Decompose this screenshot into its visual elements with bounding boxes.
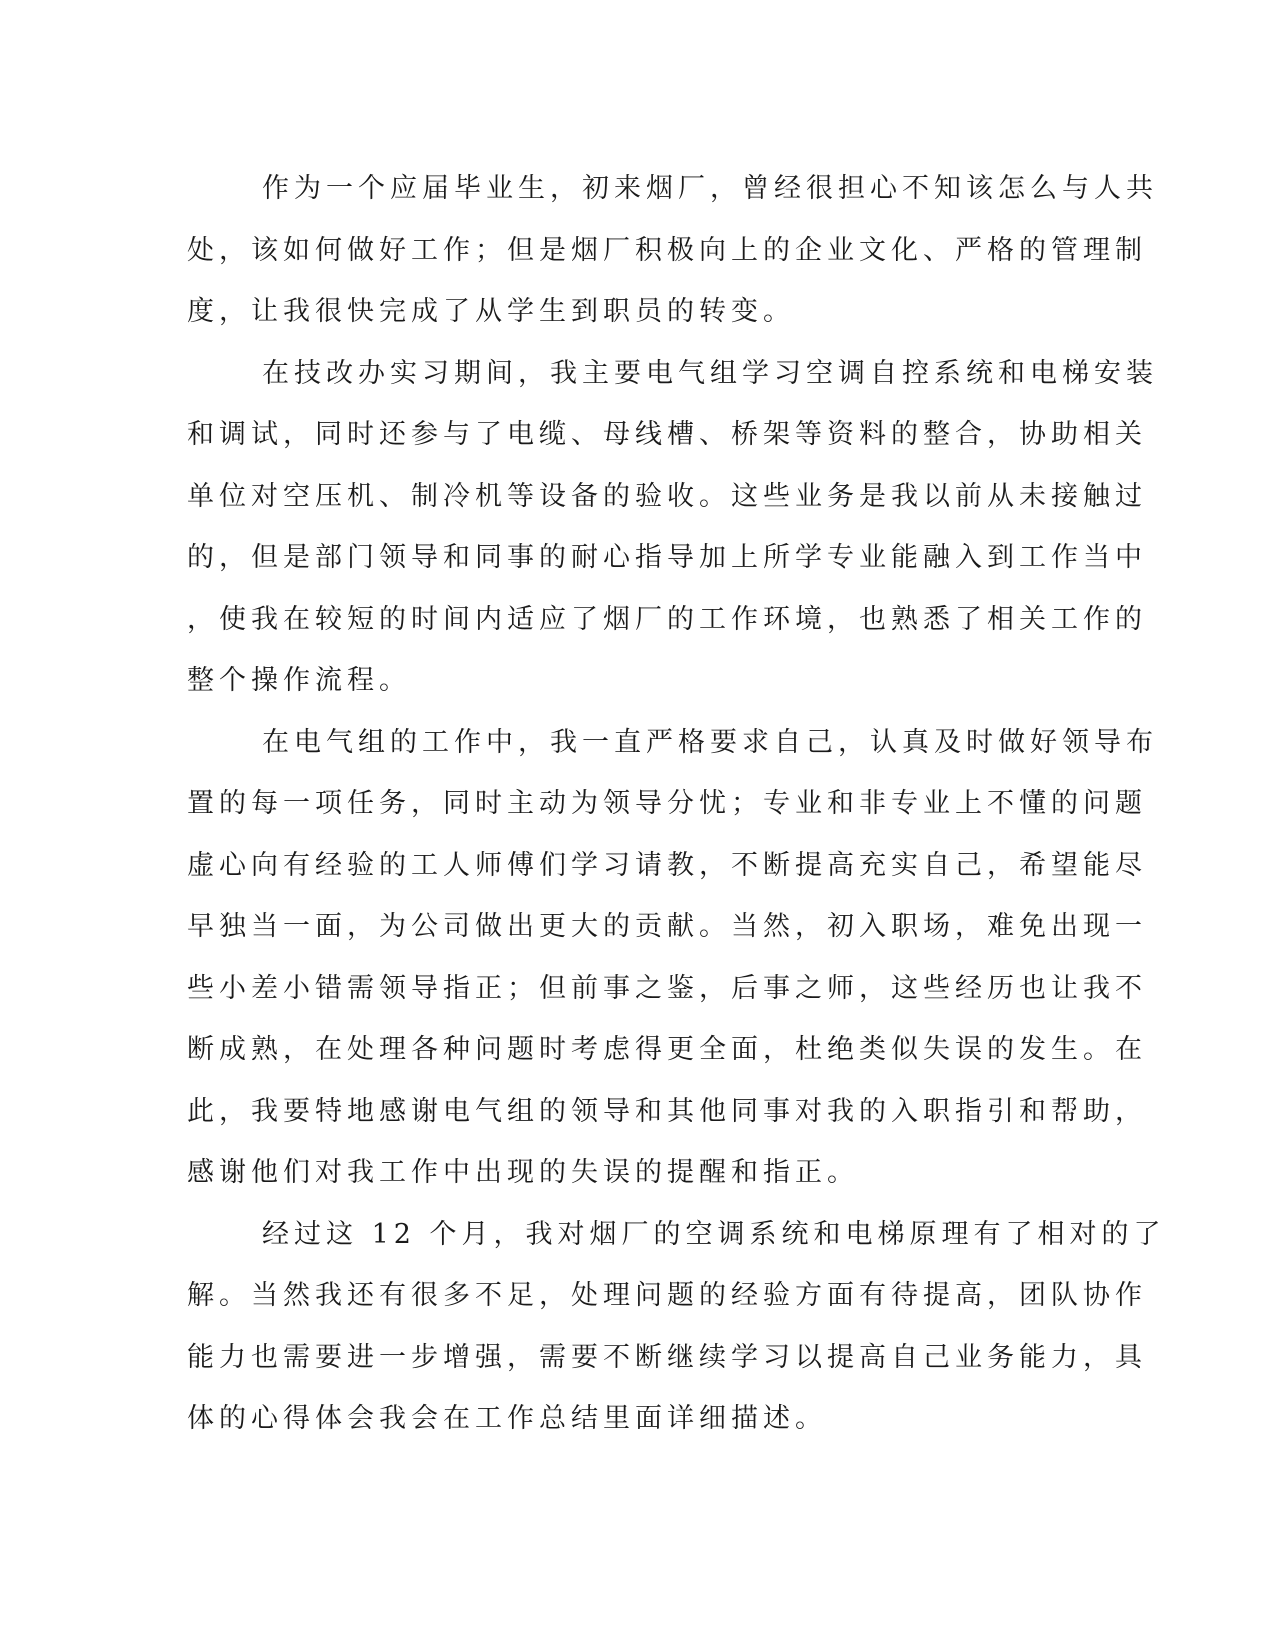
- paragraph-3: [187, 712, 1158, 1204]
- paragraph-line: 经过这 12 个月，我对烟厂的空调系统和电梯原理有了相对的了: [262, 1218, 1166, 1250]
- paragraph-line: 此，我要特地感谢电气组的领导和其他同事对我的入职指引和帮助，: [187, 1095, 1147, 1127]
- paragraph-line: 些小差小错需领导指正；但前事之鉴，后事之师，这些经历也让我不: [187, 972, 1147, 1004]
- paragraph-line: 解。当然我还有很多不足，处理问题的经验方面有待提高，团队协作: [187, 1280, 1147, 1311]
- paragraph-line: 虚心向有经验的工人师傅们学习请教，不断提高充实自己，希望能尽: [187, 849, 1147, 881]
- paragraph-line: ，使我在较短的时间内适应了烟厂的工作环境，也熟悉了相关工作的: [187, 603, 1147, 635]
- paragraph-line: 体的心得体会我会在工作总结里面详细描述。: [187, 1403, 827, 1434]
- paragraph-line: 作为一个应届毕业生，初来烟厂，曾经很担心不知该怎么与人共: [262, 173, 1158, 204]
- paragraph-line: 在技改办实习期间，我主要电气组学习空调自控系统和电梯安装: [262, 357, 1158, 389]
- paragraph-line: 能力也需要进一步增强，需要不断继续学习以提高自己业务能力，具: [187, 1341, 1147, 1373]
- paragraph-line: 在电气组的工作中，我一直严格要求自己，认真及时做好领导布: [262, 726, 1158, 758]
- paragraph-1: [187, 158, 1158, 343]
- paragraph-line: 整个操作流程。: [187, 665, 411, 696]
- document-body: [187, 158, 1166, 1450]
- paragraph-4: [187, 1204, 1166, 1450]
- paragraph-2: [187, 343, 1158, 712]
- paragraph-line: 单位对空压机、制冷机等设备的验收。这些业务是我以前从未接触过: [187, 480, 1147, 512]
- paragraph-line: 断成熟，在处理各种问题时考虑得更全面，杜绝类似失误的发生。在: [187, 1034, 1147, 1065]
- paragraph-line: 的，但是部门领导和同事的耐心指导加上所学专业能融入到工作当中: [187, 542, 1147, 573]
- paragraph-line: 置的每一项任务，同时主动为领导分忧；专业和非专业上不懂的问题: [187, 788, 1147, 819]
- paragraph-line: 度，让我很快完成了从学生到职员的转变。: [187, 296, 795, 327]
- paragraph-line: 早独当一面，为公司做出更大的贡献。当然，初入职场，难免出现一: [187, 911, 1147, 942]
- paragraph-line: 处，该如何做好工作；但是烟厂积极向上的企业文化、严格的管理制: [187, 234, 1147, 266]
- paragraph-line: 感谢他们对我工作中出现的失误的提醒和指正。: [187, 1157, 859, 1188]
- paragraph-line: 和调试，同时还参与了电缆、母线槽、桥架等资料的整合，协助相关: [187, 419, 1147, 450]
